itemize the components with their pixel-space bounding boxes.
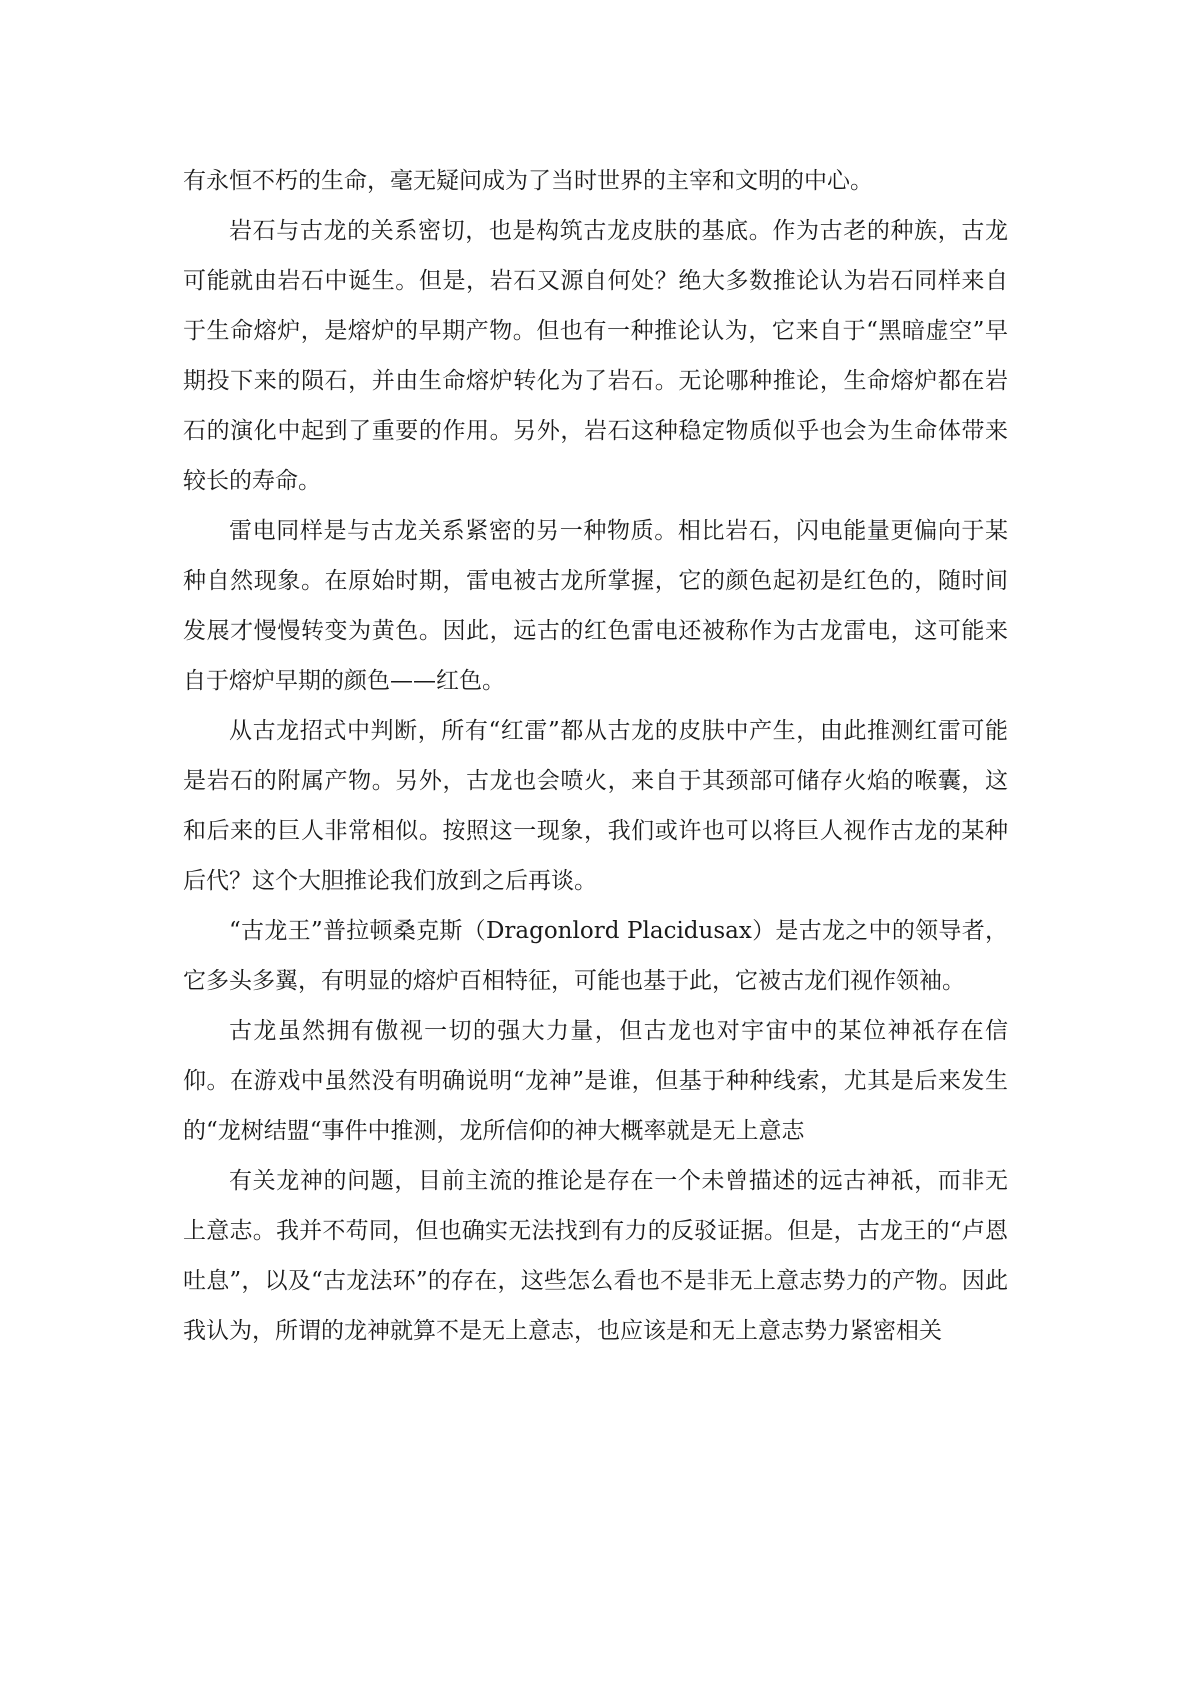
paragraph-7: 有关龙神的问题，目前主流的推论是存在一个未曾描述的远古神祇，而非无上意志。我并不苟同，但也确实无法找到有力的反驳证据。但是，古龙王的“卢恩吐息”，以及“古龙法环”的存在，这些怎么看也不是非无上意志势力的产物。因此我认为，所谓的龙神就算不是无上意志，也应该是和无上意志势力紧密相关 [183,1168,1008,1344]
paragraph-4: 从古龙招式中判断，所有“红雷”都从古龙的皮肤中产生，由此推测红雷可能是岩石的附属产物。另外，古龙也会喷火，来自于其颈部可储存火焰的喉囊，这和后来的巨人非常相似。按照这一现象，我们或许也可以将巨人视作古龙的某种后代？这个大胆推论我们放到之后再谈。 [183,718,1008,894]
paragraph-1: 有永恒不朽的生命，毫无疑问成为了当时世界的主宰和文明的中心。 [183,168,873,194]
paragraph-3: 雷电同样是与古龙关系紧密的另一种物质。相比岩石，闪电能量更偏向于某种自然现象。在原始时期，雷电被古龙所掌握，它的颜色起初是红色的，随时间发展才慢慢转变为黄色。因此，远古的红色雷电还被称作为古龙雷电，这可能来自于熔炉早期的颜色——红色。 [183,518,1008,694]
paragraph-6: 古龙虽然拥有傲视一切的强大力量，但古龙也对宇宙中的某位神祇存在信仰。在游戏中虽然没有明确说明“龙神”是谁，但基于种种线索，尤其是后来发生的“龙树结盟“事件中推测，龙所信仰的神大概率就是无上意志 [183,1018,1008,1144]
document-body [183,156,1008,1356]
paragraph-2: 岩石与古龙的关系密切，也是构筑古龙皮肤的基底。作为古老的种族，古龙可能就由岩石中诞生。但是，岩石又源自何处？绝大多数推论认为岩石同样来自于生命熔炉，是熔炉的早期产物。但也有一种推论认为，它来自于“黑暗虚空”早期投下来的陨石，并由生命熔炉转化为了岩石。无论哪种推论，生命熔炉都在岩石的演化中起到了重要的作用。另外，岩石这种稳定物质似乎也会为生命体带来较长的寿命。 [183,218,1008,494]
paragraph-5: “古龙王”普拉顿桑克斯（Dragonlord Placidusax）是古龙之中的领导者，它多头多翼，有明显的熔炉百相特征，可能也基于此，它被古龙们视作领袖。 [183,918,1008,994]
